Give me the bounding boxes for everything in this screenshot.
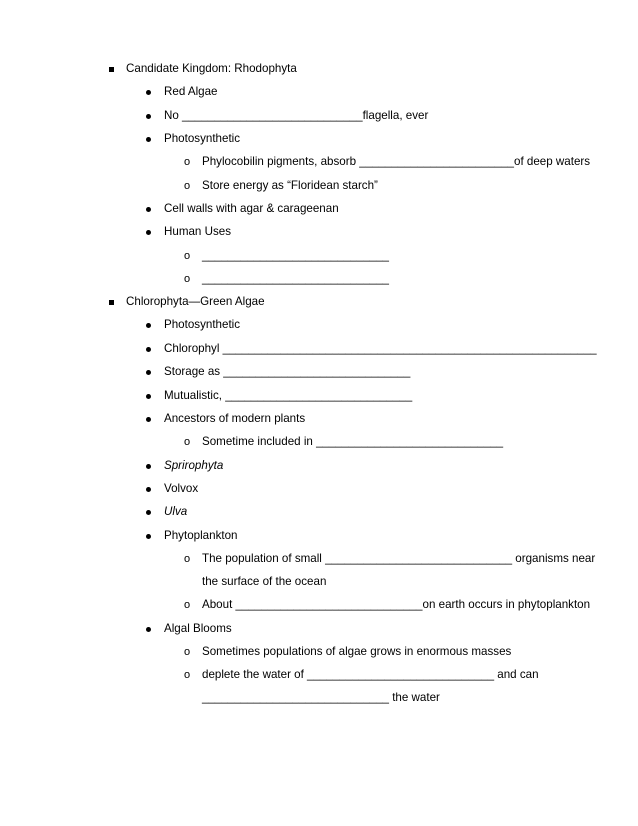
square-bullet-icon: [107, 295, 115, 309]
round-bullet-icon: [144, 459, 152, 473]
outline-subitem-blank-1: _____________________________: [202, 249, 389, 262]
outline-subitem-population: The population of small _____________________________ organisms near: [202, 552, 596, 565]
round-bullet-icon: [144, 342, 152, 356]
circle-bullet-icon: o: [183, 553, 191, 565]
outline-item-human-uses: Human Uses: [164, 225, 232, 238]
outline-item-storage: Storage as _____________________________: [164, 365, 411, 378]
outline-item-ulva: Ulva: [164, 505, 188, 518]
outline-subitem-enormous-masses: Sometimes populations of algae grows in enormous masses: [202, 645, 512, 658]
round-bullet-icon: [144, 225, 152, 239]
outline-subitem-blank-2: _____________________________: [202, 272, 389, 285]
outline-item-flagella-blank: No ____________________________flagella, ever: [164, 109, 429, 122]
outline-subitem-sometime-included: Sometime included in _____________________________: [202, 435, 504, 448]
round-bullet-icon: [144, 529, 152, 543]
outline-item-photosynthetic-2: Photosynthetic: [164, 318, 241, 331]
outline-subitem-floridean-starch: Store energy as “Floridean starch”: [202, 179, 378, 192]
circle-bullet-icon: o: [183, 436, 191, 448]
circle-bullet-icon: o: [183, 599, 191, 611]
round-bullet-icon: [144, 389, 152, 403]
outline-item-algal-blooms: Algal Blooms: [164, 622, 232, 635]
outline-subitem-population-cont: the surface of the ocean: [202, 575, 327, 588]
outline-item-volvox: Volvox: [164, 482, 199, 495]
round-bullet-icon: [144, 318, 152, 332]
square-bullet-icon: [107, 62, 115, 76]
round-bullet-icon: [144, 202, 152, 216]
outline-item-photosynthetic: Photosynthetic: [164, 132, 241, 145]
round-bullet-icon: [144, 622, 152, 636]
outline-subitem-pigments: Phylocobilin pigments, absorb ________________________of deep waters: [202, 155, 591, 168]
outline-item-mutualistic: Mutualistic, _____________________________: [164, 389, 413, 402]
circle-bullet-icon: o: [183, 273, 191, 285]
round-bullet-icon: [144, 132, 152, 146]
circle-bullet-icon: o: [183, 250, 191, 262]
outline-item-chlorophyta: Chlorophyta—Green Algae: [126, 295, 265, 308]
outline-item-phytoplankton: Phytoplankton: [164, 529, 238, 542]
outline-item-ancestors: Ancestors of modern plants: [164, 412, 306, 425]
outline-subitem-deplete: deplete the water of _____________________________ and can: [202, 668, 539, 681]
round-bullet-icon: [144, 505, 152, 519]
circle-bullet-icon: o: [183, 156, 191, 168]
round-bullet-icon: [144, 412, 152, 426]
outline-item-rhodophyta: Candidate Kingdom: Rhodophyta: [126, 62, 297, 75]
circle-bullet-icon: o: [183, 180, 191, 192]
outline-item-cell-walls: Cell walls with agar & carageenan: [164, 202, 339, 215]
circle-bullet-icon: o: [183, 646, 191, 658]
outline-subitem-deplete-cont: _____________________________ the water: [202, 691, 440, 704]
round-bullet-icon: [144, 109, 152, 123]
round-bullet-icon: [144, 365, 152, 379]
outline-item-chlorophyl: Chlorophyl __________________________________________________________: [164, 342, 597, 355]
outline-item-sprirophyta: Sprirophyta: [164, 459, 224, 472]
circle-bullet-icon: o: [183, 669, 191, 681]
round-bullet-icon: [144, 482, 152, 496]
outline-subitem-about: About _____________________________on earth occurs in phytoplankton: [202, 598, 591, 611]
outline-item-red-algae: Red Algae: [164, 85, 218, 98]
round-bullet-icon: [144, 85, 152, 99]
